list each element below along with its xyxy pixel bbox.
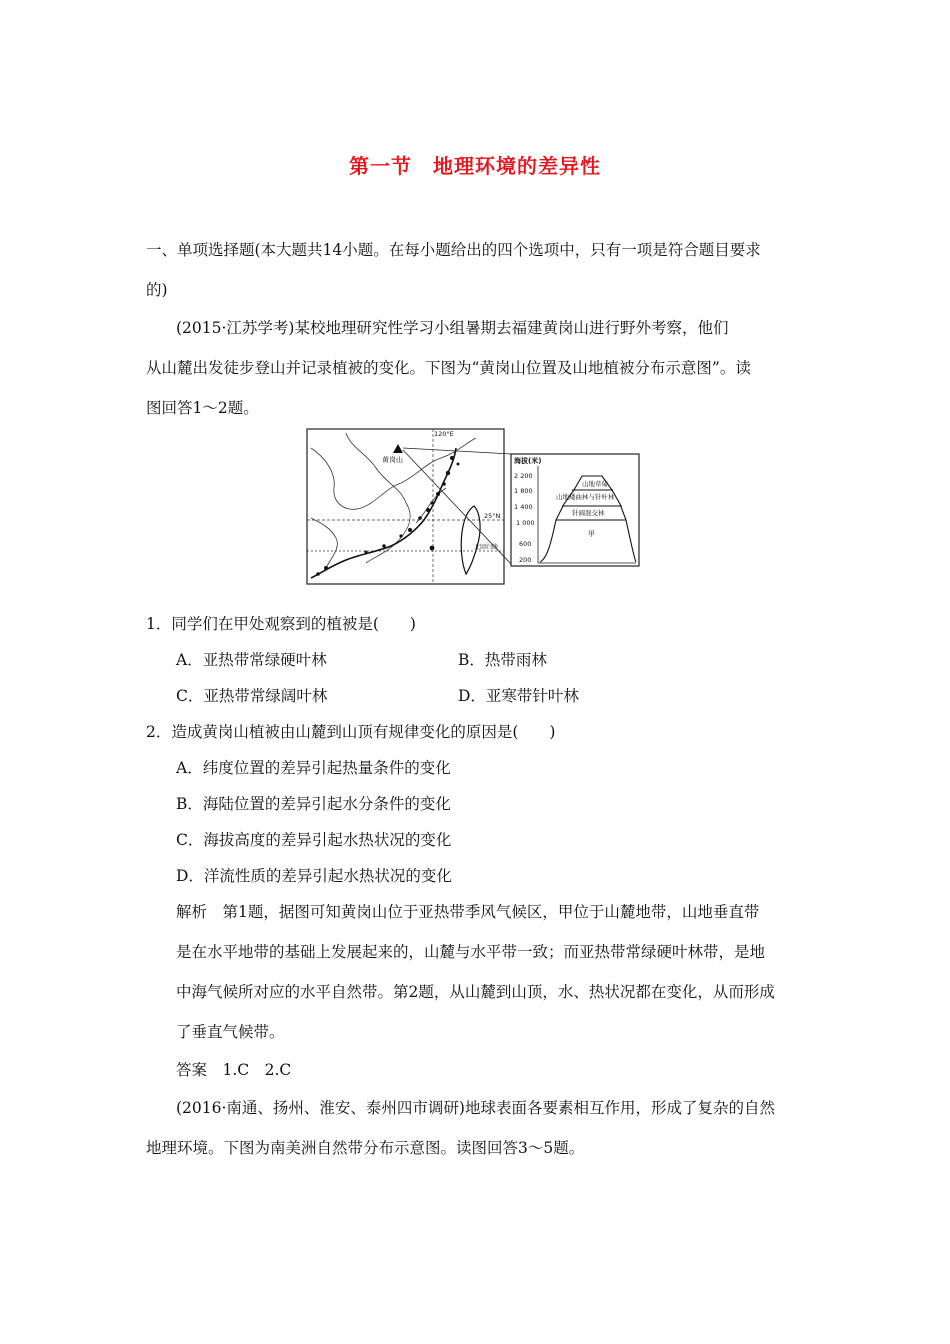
- mountain-label: 黄岗山: [382, 456, 403, 464]
- zone-label: 针阔混交林: [572, 509, 605, 517]
- longitude-label: 120°E: [434, 430, 454, 438]
- latitude-label: 25°N: [484, 512, 501, 520]
- analysis-line: 解析 第1题，据图可知黄岗山位于亚热带季风气候区，甲位于山麓地带，山地垂直带: [176, 903, 760, 921]
- section-heading-cont: 的): [146, 281, 168, 299]
- q2-option-d: D．洋流性质的差异引起水热状况的变化: [176, 867, 452, 885]
- zone-label: 甲: [588, 530, 595, 538]
- q1-option-b: B．热带雨林: [458, 651, 547, 669]
- y-tick: 2 200: [514, 472, 533, 480]
- q2-option-b: B．海陆位置的差异引起水分条件的变化: [176, 795, 451, 813]
- analysis-line: 是在水平地带的基础上发展起来的，山麓与水平带一致；而亚热带常绿硬叶林带，是地: [176, 943, 766, 961]
- y-tick: 600: [519, 540, 532, 548]
- q1-option-d: D．亚寒带针叶林: [458, 687, 579, 705]
- intro-paragraph-line: 从山麓出发徒步登山并记录植被的变化。下图为“黄岗山位置及山地植被分布示意图”。读: [146, 359, 751, 377]
- answer-line: 答案 1.C 2.C: [176, 1061, 292, 1079]
- q1-option-a: A．亚热带常绿硬叶林: [176, 651, 327, 669]
- y-tick: 1 400: [514, 503, 533, 511]
- intro2-line: 地理环境。下图为南美洲自然带分布示意图。读图回答3～5题。: [146, 1139, 585, 1157]
- q2-option-c: C．海拔高度的差异引起水热状况的变化: [176, 831, 452, 849]
- y-tick: 1 000: [516, 519, 535, 527]
- tropic-label: 北回归线: [474, 544, 499, 551]
- q2-option-a: A．纬度位置的差异引起热量条件的变化: [176, 759, 451, 777]
- q1-option-c: C．亚热带常绿阔叶林: [176, 687, 328, 705]
- y-tick: 1 800: [514, 487, 533, 495]
- question-2-stem: 2．造成黄岗山植被由山麓到山顶有规律变化的原因是( ): [146, 723, 556, 741]
- analysis-line: 了垂直气候带。: [176, 1023, 285, 1041]
- y-tick: 200: [519, 556, 532, 564]
- analysis-line: 中海气候所对应的水平自然带。第2题，从山麓到山顶，水、热状况都在变化，从而形成: [176, 983, 775, 1001]
- intro-paragraph-line: (2015·江苏学考)某校地理研究性学习小组暑期去福建黄岗山进行野外考察，他们: [176, 319, 729, 337]
- section-heading: 一、单项选择题(本大题共14小题。在每小题给出的四个选项中，只有一项是符合题目要求: [146, 241, 761, 259]
- altitude-axis-title: 海拔(米): [514, 457, 542, 465]
- zone-label: 山地草甸: [582, 480, 608, 488]
- intro-paragraph-line: 图回答1～2题。: [146, 399, 259, 417]
- intro2-line: (2016·南通、扬州、淮安、泰州四市调研)地球表面各要素相互作用，形成了复杂的自然: [176, 1099, 775, 1117]
- zone-label: 山地矮曲林与针叶林: [556, 493, 615, 501]
- figure-svg: [306, 428, 642, 586]
- page-title: 第一节 地理环境的差异性: [349, 154, 601, 178]
- question-1-stem: 1．同学们在甲处观察到的植被是( ): [146, 615, 416, 633]
- location-vegetation-figure: [306, 428, 642, 586]
